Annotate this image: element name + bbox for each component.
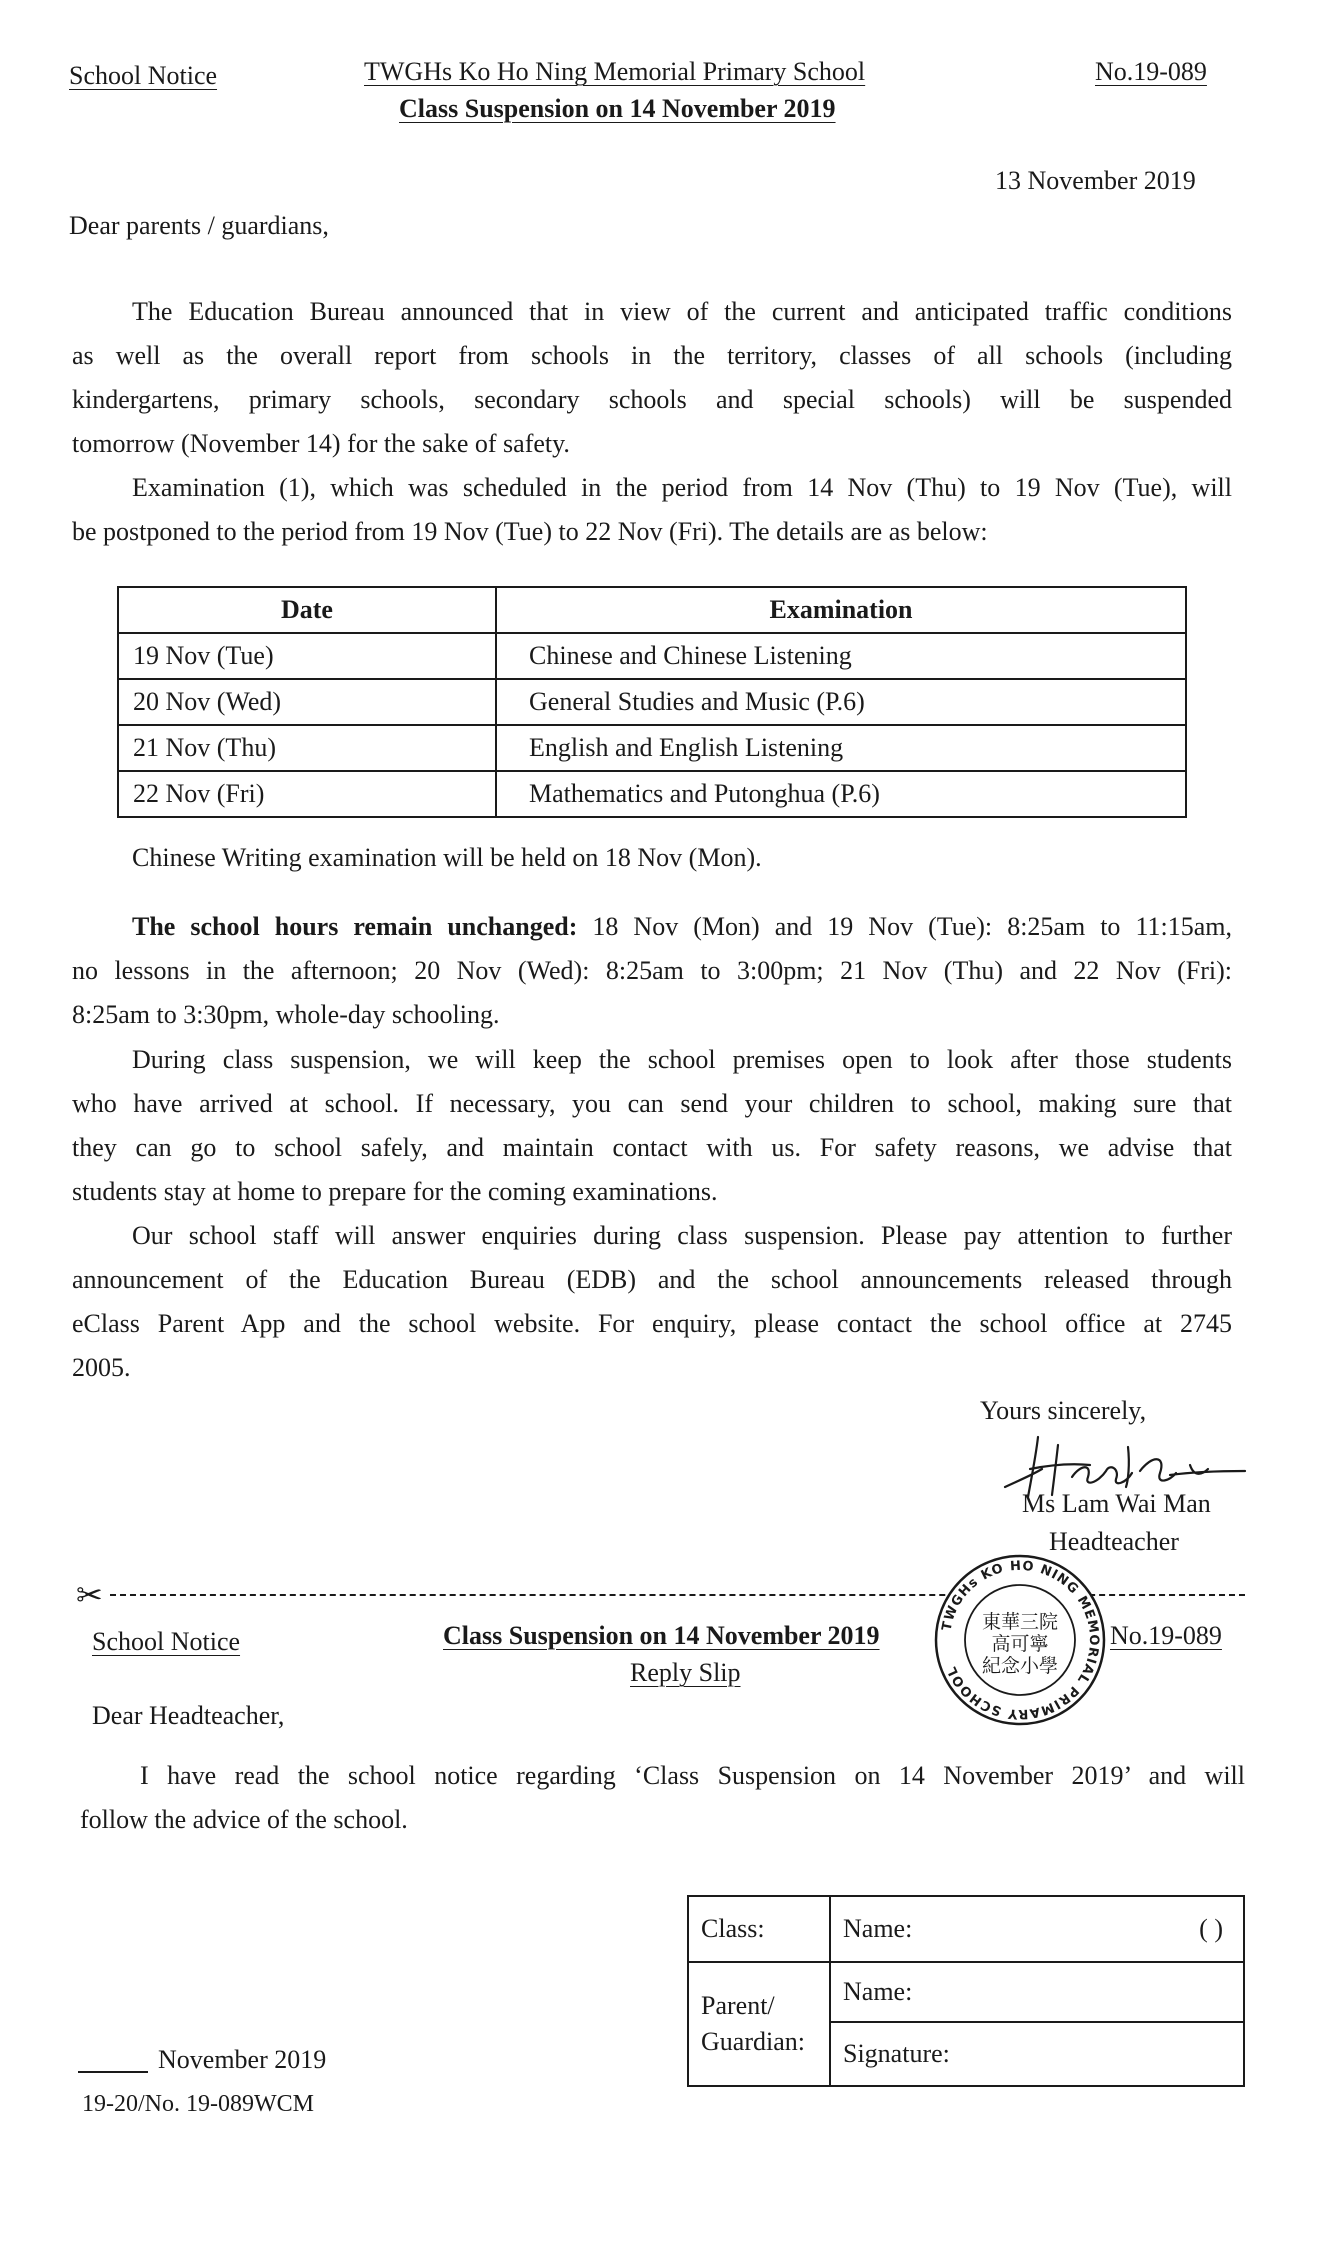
paragraph-line: kindergartens, primary schools, secondary schools and special schools) will be suspended xyxy=(72,385,1232,414)
paragraph-line: The Education Bureau announced that in view of the current and anticipated traffic conditions xyxy=(132,297,1232,326)
paragraph-premises xyxy=(72,1038,1232,1214)
paragraph-school-hours xyxy=(72,905,1232,1037)
seal-line: 高可寧 xyxy=(991,1633,1049,1655)
paragraph-line: who have arrived at school. If necessary, you can send your children to school, making sure that xyxy=(72,1089,1232,1118)
writing-exam-note: Chinese Writing examination will be held on 18 Nov (Mon). xyxy=(132,843,762,872)
table-header-row xyxy=(118,587,1186,633)
exam-date: 20 Nov (Wed) xyxy=(118,679,496,725)
paragraph-line: no lessons in the afternoon; 20 Nov (Wed): 8:25am to 3:00pm; 21 Nov (Thu) and 22 Nov (Fri): xyxy=(72,956,1232,985)
reply-subject: Class Suspension on 14 November 2019 xyxy=(443,1621,880,1650)
paragraph-postponement xyxy=(72,466,1232,554)
paragraph-line: announcement of the Education Bureau (EDB) and the school announcements released through xyxy=(72,1265,1232,1294)
reply-date-label: November 2019 xyxy=(158,2045,327,2074)
student-name-field[interactable] xyxy=(830,1896,1244,1962)
guardian-label: Guardian: xyxy=(701,2027,805,2056)
parent-name-label: Name: xyxy=(843,1977,913,2006)
column-header-examination: Examination xyxy=(496,587,1186,633)
paragraph-line: 2005. xyxy=(72,1353,131,1382)
hours-lead: The school hours remain unchanged: xyxy=(132,912,578,941)
column-header-date: Date xyxy=(118,587,496,633)
reply-form-table xyxy=(687,1895,1245,2087)
reply-body xyxy=(80,1754,1245,1842)
reply-salutation: Dear Headteacher, xyxy=(92,1701,285,1730)
exam-subject: General Studies and Music (P.6) xyxy=(496,679,1186,725)
notice-date: 13 November 2019 xyxy=(995,166,1196,195)
paragraph-line: Examination (1), which was scheduled in the period from 14 Nov (Thu) to 19 Nov (Tue), will xyxy=(132,473,1232,502)
paragraph-line: I have read the school notice regarding ‘Class Suspension on 14 November 2019’ and will xyxy=(140,1761,1245,1790)
paragraph-line: they can go to school safely, and maintain contact with us. For safety reasons, we advise that xyxy=(72,1133,1232,1162)
class-number-field[interactable]: ( ) xyxy=(1199,1914,1223,1943)
table-row xyxy=(118,725,1186,771)
notice-label: School Notice xyxy=(69,61,218,90)
paragraph-line: be postponed to the period from 19 Nov (Tue) to 22 Nov (Fri). The details are as below: xyxy=(72,517,988,546)
scissors-icon: ✂ xyxy=(76,1577,103,1613)
seal-line: 東華三院 xyxy=(981,1611,1059,1633)
parent-label: Parent/ xyxy=(701,1991,775,2020)
signatory-name: Ms Lam Wai Man xyxy=(1022,1489,1211,1518)
salutation: Dear parents / guardians, xyxy=(69,211,329,240)
reply-notice-label: School Notice xyxy=(92,1627,241,1656)
paragraph-line: follow the advice of the school. xyxy=(80,1805,408,1834)
paragraph-line: During class suspension, we will keep the school premises open to look after those students xyxy=(132,1045,1232,1074)
table-row xyxy=(118,771,1186,817)
parent-guardian-label xyxy=(688,1962,830,2086)
paragraph-line: 8:25am to 3:30pm, whole-day schooling. xyxy=(72,1000,500,1029)
exam-schedule-table xyxy=(117,586,1187,818)
paragraph-line: Our school staff will answer enquiries during class suspension. Please pay attention to further xyxy=(132,1221,1232,1250)
exam-date: 22 Nov (Fri) xyxy=(118,771,496,817)
paragraph-line xyxy=(72,905,1232,949)
class-label: Class: xyxy=(688,1896,830,1962)
school-name: TWGHs Ko Ho Ning Memorial Primary School xyxy=(364,57,866,86)
reply-slip-title: Reply Slip xyxy=(630,1658,741,1687)
paragraph-enquiries xyxy=(72,1214,1232,1390)
signature-label: Signature: xyxy=(843,2039,950,2068)
reference-code: 19-20/No. 19-089WCM xyxy=(82,2091,314,2117)
notice-subject: Class Suspension on 14 November 2019 xyxy=(399,94,836,123)
seal-line: 紀念小學 xyxy=(981,1655,1059,1677)
table-row xyxy=(118,633,1186,679)
exam-date: 19 Nov (Tue) xyxy=(118,633,496,679)
paragraph-line: eClass Parent App and the school website. For enquiry, please contact the school office at 2745 xyxy=(72,1309,1232,1338)
closing: Yours sincerely, xyxy=(980,1396,1147,1425)
day-blank-field[interactable] xyxy=(78,2041,148,2073)
paragraph-line: students stay at home to prepare for the coming examinations. xyxy=(72,1177,718,1206)
seal-outer-text: TWGHs KO HO NING MEMORIAL PRIMARY SCHOOL xyxy=(939,1558,1102,1722)
signature-field[interactable] xyxy=(830,2022,1244,2086)
paragraph-line: tomorrow (November 14) for the sake of safety. xyxy=(72,429,570,458)
exam-subject: English and English Listening xyxy=(496,725,1186,771)
reply-notice-number: No.19-089 xyxy=(1110,1621,1222,1650)
hours-line-1: 18 Nov (Mon) and 19 Nov (Tue): 8:25am to 11:15am, xyxy=(577,912,1232,941)
notice-number: No.19-089 xyxy=(1095,57,1207,86)
parent-name-field[interactable] xyxy=(830,1962,1244,2022)
school-seal-icon xyxy=(932,1552,1108,1728)
paragraph-announcement xyxy=(72,290,1232,466)
signatory-title: Headteacher xyxy=(1049,1527,1179,1556)
exam-subject: Mathematics and Putonghua (P.6) xyxy=(496,771,1186,817)
exam-date: 21 Nov (Thu) xyxy=(118,725,496,771)
table-row xyxy=(118,679,1186,725)
student-name-label: Name: xyxy=(843,1914,913,1943)
paragraph-line: as well as the overall report from schools in the territory, classes of all schools (including xyxy=(72,341,1232,370)
exam-subject: Chinese and Chinese Listening xyxy=(496,633,1186,679)
